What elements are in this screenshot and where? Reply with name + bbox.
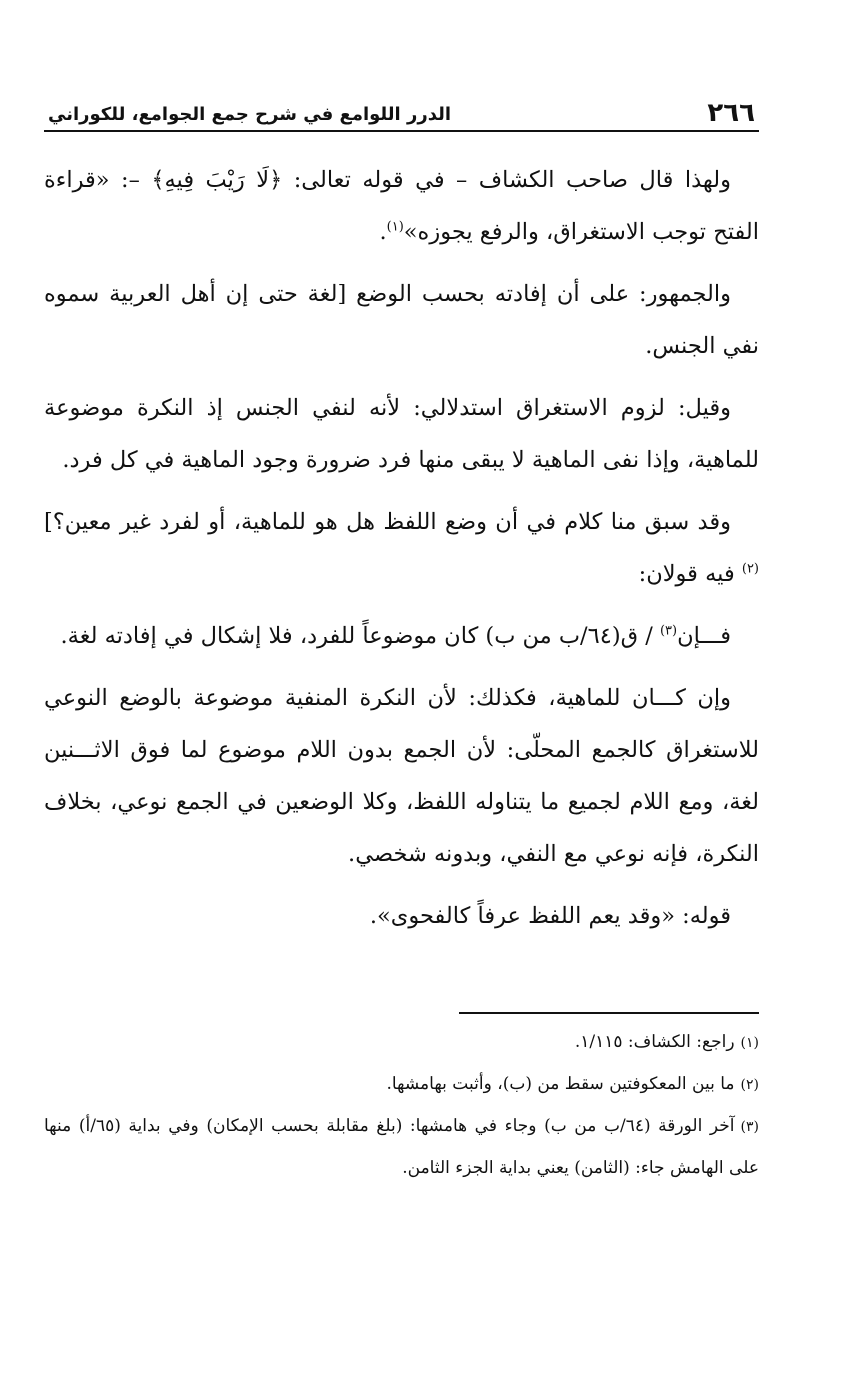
paragraph-fain bbox=[44, 610, 759, 662]
book-page bbox=[44, 80, 759, 1189]
paragraph-sabaqa bbox=[44, 496, 759, 600]
main-text bbox=[44, 154, 759, 942]
paragraph-text: والجمهور: على أن إفادته بحسب الوضع [لغة حتى إن أهل العربية سموه نفي الجنس. bbox=[44, 281, 759, 359]
footnote-3 bbox=[44, 1106, 759, 1189]
footnote-ref-3: (٣) bbox=[659, 623, 678, 639]
paragraph-kashshaf bbox=[44, 154, 759, 258]
paragraph-text: ولهذا قال صاحب الكشاف – في قوله تعالى: bbox=[282, 167, 731, 193]
quran-verse: ﴿لَا رَيْبَ فِيهِ﴾ bbox=[151, 167, 283, 193]
paragraph-text: فـــإن bbox=[677, 623, 731, 649]
footnote-ref-2: (٢) bbox=[741, 561, 759, 577]
footnote-separator bbox=[459, 1012, 759, 1014]
footnote-text: ما بين المعكوفتين سقط من (ب)، وأثبت بهامشها. bbox=[386, 1074, 735, 1094]
paragraph-text: . bbox=[379, 219, 387, 245]
footnote-text: راجع: الكشاف: ١/١١٥. bbox=[574, 1032, 735, 1052]
paragraph-qawluhu bbox=[44, 890, 759, 942]
paragraph-qila bbox=[44, 382, 759, 486]
paragraph-text: فيه قولان: bbox=[638, 561, 742, 587]
footnote-2 bbox=[44, 1064, 759, 1106]
paragraph-text: قوله: «وقد يعم اللفظ عرفاً كالفحوى». bbox=[369, 903, 731, 929]
footnote-number: (٢) bbox=[740, 1077, 759, 1093]
footnote-number: (٣) bbox=[740, 1119, 759, 1135]
page-header bbox=[44, 80, 759, 132]
paragraph-jumhur bbox=[44, 268, 759, 372]
paragraph-text: –: «قراءة الفتح توجب الاستغراق، والرفع يجوزه» bbox=[44, 167, 759, 245]
paragraph-text: وقد سبق منا كلام في أن وضع اللفظ هل هو للماهية، أو لفرد غير معين؟] bbox=[44, 509, 731, 535]
paragraph-text: / ق(٦٤/ب من ب) كان موضوعاً للفرد، فلا إشكال في إفادته لغة. bbox=[60, 623, 660, 649]
footnotes bbox=[44, 1022, 759, 1189]
footnote-ref-1: (١) bbox=[386, 219, 404, 235]
paragraph-text: وقيل: لزوم الاستغراق استدلالي: لأنه لنفي الجنس إذ النكرة موضوعة للماهية، وإذا نفى الماهية لا يبقى منها فرد ضرورة وجود الماهية في كل فرد. bbox=[44, 395, 759, 473]
paragraph-text: وإن كـــان للماهية، فكذلك: لأن النكرة المنفية موضوعة بالوضع النوعي للاستغراق كالجمع المحلّى: لأن الجمع بدون اللام موضوع لما فوق الاثـــنين لغة، ومع اللام لجميع ما يتناوله اللفظ، وكلا الوضعين في الجمع نوعي، بخلاف النكرة، فإنه نوعي مع النفي، وبدونه شخصي. bbox=[44, 685, 759, 867]
running-title: الدرر اللوامع في شرح جمع الجوامع، للكوراني bbox=[48, 104, 452, 125]
footnote-text: آخر الورقة (٦٤/ب من ب) وجاء في هامشها: (بلغ مقابلة بحسب الإمكان) وفي بداية (٦٥/أ) منها على الهامش جاء: (الثامن) يعني بداية الجزء الثامن. bbox=[44, 1116, 759, 1178]
paragraph-wain bbox=[44, 672, 759, 880]
page-number: ٢٦٦ bbox=[707, 98, 755, 128]
footnote-1 bbox=[44, 1022, 759, 1064]
footnote-number: (١) bbox=[740, 1035, 759, 1051]
